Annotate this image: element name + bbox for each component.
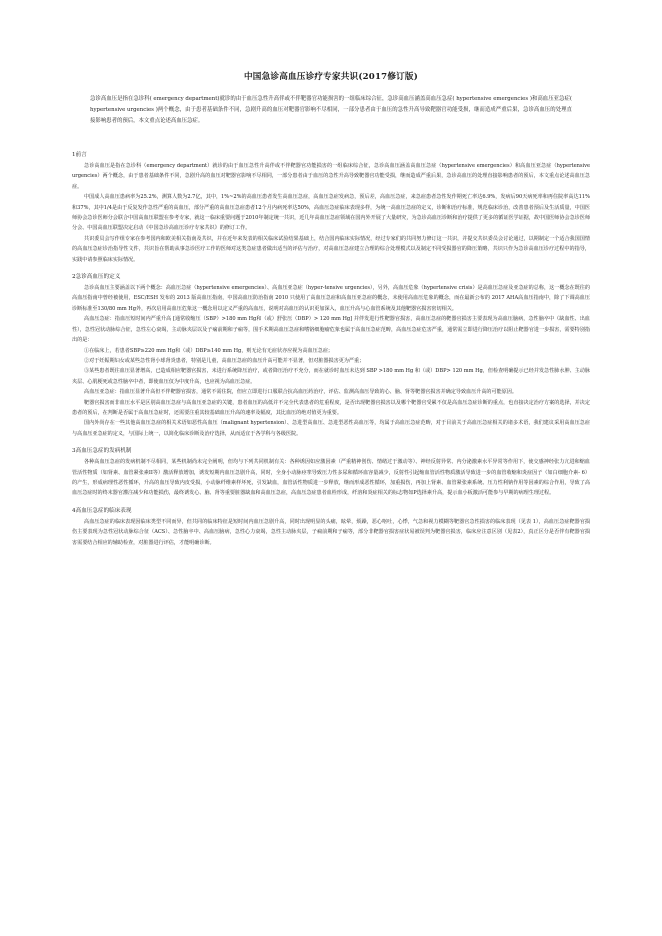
paragraph: 高血压亚急症：指血压显著升高但不伴靶器官损害，通常不需住院，但应立即进行口服联合抗高血压药治疗，评估、监测高血压导致的心、脑、肾等靶器官损害并确定导致血压升高的可能原因。 (84, 389, 517, 396)
section-pathogenesis (72, 446, 590, 499)
document-title: 中国急诊高血压诊疗专家共识(2017修订版) (244, 72, 418, 82)
paragraph: 各种高血压急症的发病机制不尽相同，某些机制尚未完全阐明，但均与下列共同机制有关：各种诱因如应激因素（严重精神创伤、情绪过于激动等）、神经反射异常、内分泌激素水平异常等作用下，使交感神经张力亢进和缩血管活性物质（如肾素、血管紧张素II等）激活释放增加，诱发短期内血压急剧升高，同时，全身小动脉痉挛导致压力性多尿和循环血容量减少，反射性引起缩血管活性物质激活导致进一步的血管收缩和炎症因子（如白细胞介素- 6）的产生，形成病理性恶性循环，升高的血压导致内皮受损，小动脉纤维素样坏死，引发缺血，血管活性物质进一步释放，继而形成恶性循环，加重损伤，再加上肾素、血管紧张素系统、压力性利钠作用等因素的综合作用，导致了高血压急症时的终末器官灌注减少和功能损伤，最终诱发心、脑、肾等重要脏器缺血和高血压急症，高血压急症患者血栓形成，纤溶和炎症相关的标志物如P选择素升高，提示血小板激活可能参与早期的病理生理过程。 (72, 459, 590, 497)
paragraph: 国内外尚存在一些其他高血压急症的相关术语如恶性高血压（malignant hypertension）、急进型高血压、急进型恶性高血压等，均属于高血压急症范畴，对于目前关于高血压急症相关的诸多术语，我们建议采用高血压急症与高血压亚急症的定义，与国际上统一，以简化临床诊断及治疗选择，从而适宜于各学科与各级医院。 (72, 420, 590, 437)
paragraph: 共识委员会写作组专家在参考国内和欧美相关指南及共识，并在近年来发表的相关临床试验结果基础上，结合国内临床实际情况，经过专家们的共同努力修订这一共识，并提交共识委员会讨论通过，以期制定一个适合我国国情的高血压急症诊治指导性文件，共识旨在帮助从事急诊医疗工作的医师对这类急症患者做出适当的评估与治疗，对高血压急症建立合理的综合处理模式以及制定不同受损器官的降压策略，共识只作为急诊高血压诊疗过程中的指导，实践中请参照临床实际情况。 (72, 235, 590, 263)
section-heading: 1前言 (72, 152, 87, 158)
paragraph: 急诊高血压主要涵盖以下两个概念：高血压急症（hypertensive emergencies）、高血压亚急症（hyper-tensive urgencies），另外，高血压危象（hypertensive crisis）是高血压急症及亚急症的总称，这一概念在既往的高血压指南中曾经被使用，ESC/ESH 发布的 2013 版高血压指南，中国高血压防治指南 2010 只使用了高血压急症和高血压亚急症的概念，未使用高血压危象的概念，而在最新公布的 2017 AHA高血压指南中，除了下调高血压诊断标准至130/80 mm Hg外，再次启用高血压危象这一概念用以定义严重的高血压，说明对高血压的认识更加深入，血压升高与心血管系统及其他靶器官损害密切相关。 (72, 285, 590, 312)
paragraph: 中国成人高血压患病率为25.2%，测算人数为2.7亿，其中，1%~2%的高血压患者发生高血压急症，高血压急症发病急，预后差，高血压急症，来急症患者急性发作期死亡率达6.9%，发病后90天病死率和再住院率高达11%和37%，其中1/4是由于反复发作急性严重的高血压，部分严重的高血压急症患者12个月内病死率达50%，高血压急症临床表现多样，为统一高血压急症的定义，诊断和治疗标准，规范临床诊治，改善患者预后及生活质量，中国医师协会急诊医师分会联合中国高血压联盟在参考专家，就这一临床重要问题于2010年制定统一共识，近几年高血压急症领域在国内外开展了大量研究，为急诊高血压诊断和治疗提供了更多的循证医学证据，故中国医师协会急诊医师分会、中国高血压联盟决定启动《中国急诊高血压诊疗专家共识》的修订工作。 (72, 194, 590, 232)
paragraph: 靶器官损害而非血压水平是区别高血压急症与高血压亚急症的关键，患者血压的高低并不完全代表患者的危重程度，是否出现靶器官损害以及哪个靶器官受累不仅是高血压急症诊断的重点，也直接决定治疗方案的选择，并决定患者的预后，在判断是否属于高血压急症时，还需要注重其较基础血压升高的速率及幅度，其比血压的绝对值更为重要。 (72, 399, 590, 416)
section-definition (72, 272, 590, 439)
paragraph: 急诊高血压是指在急诊科（emergency department）就诊的由于血压急性升高伴或不伴靶器官功能损害的一组临床综合征，急诊高血压涵盖高血压急症（hypertensive emergencies）和高血压亚急症（hypertensive urgencies）两个概念，由于患者基础条件不同，急剧升高的血压对靶器官影响不尽相同，一部分患者由于血压的急性升高导致靶器官功能受损，继而造成严重后果，急诊高血压的处理直接影响患者的预后，本文重点论述高血压急症。 (72, 163, 590, 190)
paragraph: 高血压急症的临床表现因临床类型不同而异，但共同的临床特征是短时间内血压急剧升高，同时出现明显的头痛，眩晕，烦躁，恶心呕吐，心悸，气急和视力模糊等靶器官急性损害的临床表现（见表 1），高血压急症靶器官损伤主要表现为急性冠状动脉综合征（ACS）、急性脑卒中、高血压脑病，急性心力衰竭，急性主动脉夹层，子痫前期和子痫等，部分非靶器官损害症状易被误判为靶器官损害，临床应注意区别（见表2），真正区分是否伴有靶器官损害需要结合相应的辅助检查，对脏器进行评估，才能明确诊断。 (72, 518, 590, 546)
list-item: ③某些患者既往血压显著增高，已造成相应靶器官损害，未进行系统降压治疗，或者降压治疗不充分，而在就诊时血压未达到 SBP >180 mm Hg 和（或）DBP> 120 mm Hg，但检查明确提示已经并发急性肺水肿、主动脉夹层、心肌梗死或急性脑卒中者，即使血压仅为中度升高，也应视为高血压急症。 (72, 368, 590, 385)
section-heading: 4高血压急症的临床表现 (72, 507, 132, 514)
document-body (72, 150, 590, 548)
section-heading: 2急诊高血压的定义 (72, 274, 121, 281)
paragraph: 高血压急症：指血压短时间内严重升高 [通常收缩压（SBP）>180 mm Hg和（或）舒张压（DBP）> 120 mm Hg] 并伴发进行性靶器官损害，高血压急症的靶器官损害主要表现为高血压脑病，急性脑卒中（缺血性、出血性），急性冠状动脉综合征，急性左心衰竭，主动脉夹层以及子痫前期和子痫等，围手术期高血压急症和嗜铬细胞瘤危象也属于高血压急症范畴，高血压急症危害严重，通常需立即进行降压治疗以阻止靶器官进一步损害，需要特别指出的是： (72, 316, 590, 344)
section-clinical-manifestations (72, 506, 590, 548)
list-item: ①在临床上，若患者SBP≥220 mm Hg和（或）DBP≥140 mm Hg，则无论有无症状亦应视为高血压急症； (84, 347, 334, 354)
list-item: ②对于妊娠期妇女或某些急性肾小球肾炎患者，特别是儿童，高血压急症的血压升高可能并不显著，但对脏器损害更为严重； (84, 357, 365, 364)
abstract: 急诊高血压是指在急诊科( emergency department)就诊的由于血压急性升高伴或不伴靶器官功能损害的一组临床综合征，急诊高血压涵盖高血压急症( hypertensive emergencies )和高血压亚急症( hypertensive urgencies )两个概念，由于患者基础条件不同，急剧升高的血压对靶器官影响不尽相同，一部分患者由于血压的急性升高导致靶器官功能受损，继而造成严重后果，急诊高血压的处理直接影响患者的预后，本文重点论述高血压急症。 (90, 96, 572, 125)
section-heading: 3高血压急症的发病机制 (72, 448, 132, 455)
section-introduction (72, 150, 590, 265)
